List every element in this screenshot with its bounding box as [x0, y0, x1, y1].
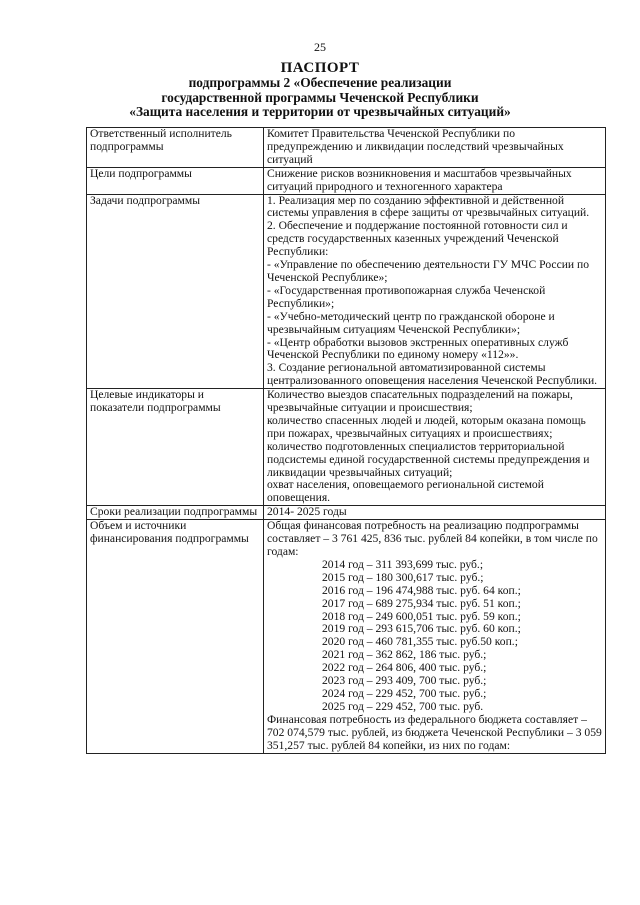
document-subtitle	[60, 76, 580, 120]
row-content	[264, 520, 606, 753]
passport-table	[86, 127, 606, 754]
table-row-tasks	[87, 194, 606, 389]
finance-year-line: 2019 год – 293 615,706 тыс. руб. 60 коп.;	[322, 622, 521, 636]
table-row-responsible	[87, 128, 606, 168]
row-label: Задачи подпрограммы	[87, 194, 264, 389]
finance-year-line: 2015 год – 180 300,617 тыс. руб.;	[322, 570, 484, 584]
finance-intro: Общая финансовая потребность на реализацию подпрограммы составляет – 3 761 425, 836 тыс. рублей 84 копейки, в том числе по годам:	[267, 519, 598, 558]
table-row-indicators	[87, 389, 606, 506]
table-row-finance	[87, 520, 606, 753]
finance-year-line: 2017 год – 689 275,934 тыс. руб. 51 коп.;	[322, 596, 521, 610]
content-paragraph: 2014- 2025 годы	[267, 505, 347, 519]
subtitle-line: государственной программы Чеченской Республики	[161, 89, 479, 105]
finance-year-line: 2016 год – 196 474,988 тыс. руб. 64 коп.;	[322, 583, 521, 597]
table-row-goals	[87, 167, 606, 194]
row-content	[264, 389, 606, 506]
row-label: Сроки реализации подпрограммы	[87, 506, 264, 520]
content-paragraph: охват населения, оповещаемого региональной системой оповещения.	[267, 478, 544, 505]
content-paragraph: Количество выездов спасательных подразделений на пожары, чрезвычайные ситуации и происшествия;	[267, 388, 573, 415]
content-paragraph: - «Государственная противопожарная служба Чеченской Республики»;	[267, 283, 546, 310]
content-paragraph: Снижение рисков возникновения и масштабов чрезвычайных ситуаций природного и техногенного характера	[267, 166, 572, 193]
row-label: Цели подпрограммы	[87, 167, 264, 194]
content-paragraph: количество подготовленных специалистов территориальной подсистемы единой государственной системы предупреждения и ликвидации чрезвычайных ситуаций;	[267, 439, 590, 479]
finance-year-line: 2025 год – 229 452, 700 тыс. руб.	[322, 699, 484, 713]
content-paragraph: 3. Создание региональной автоматизированной системы централизованного оповещения населения Чеченской Республики.	[267, 361, 598, 388]
table-row-terms	[87, 506, 606, 520]
row-label: Объем и источники финансирования подпрограммы	[87, 520, 264, 753]
row-label: Ответственный исполнитель подпрограммы	[87, 128, 264, 168]
content-paragraph: количество спасенных людей и людей, которым оказана помощь при пожарах, чрезвычайных ситуациях и происшествиях;	[267, 413, 586, 440]
content-paragraph: Комитет Правительства Чеченской Республики по предупреждению и ликвидации последствий чрезвычайных ситуаций	[267, 127, 564, 166]
row-content	[264, 167, 606, 194]
finance-federal: Финансовая потребность из федерального бюджета составляет – 702 074,579 тыс. рублей, из бюджета Чеченской Республики – 3 059 351,257 тыс. рублей 84 копейки, из них по годам:	[267, 712, 602, 752]
finance-year-line: 2022 год – 264 806, 400 тыс. руб.;	[322, 661, 487, 675]
finance-year-line: 2020 год – 460 781,355 тыс. руб.50 коп.;	[322, 635, 518, 649]
document-title: ПАСПОРТ	[280, 60, 360, 76]
content-paragraph: 2. Обеспечение и поддержание постоянной готовности сил и средств государственных казенных учреждений Чеченской Республики:	[267, 219, 568, 259]
finance-year-line: 2021 год – 362 862, 186 тыс. руб.;	[322, 648, 487, 662]
finance-year-line: 2014 год – 311 393,699 тыс. руб.;	[322, 557, 484, 571]
subtitle-line: подпрограммы 2 «Обеспечение реализации	[188, 75, 452, 90]
row-content	[264, 128, 606, 168]
row-content	[264, 506, 606, 520]
finance-year-line: 2018 год – 249 600,051 тыс. руб. 59 коп.;	[322, 609, 521, 623]
finance-year-line: 2024 год – 229 452, 700 тыс. руб.;	[322, 686, 487, 700]
page-number: 25	[314, 40, 326, 54]
subtitle-line: «Защита населения и территории от чрезвычайных ситуаций»	[129, 104, 511, 119]
content-paragraph: - «Центр обработки вызовов экстренных оперативных служб Чеченской Республики по единому номеру «112»».	[267, 335, 569, 362]
finance-year-line: 2023 год – 293 409, 700 тыс. руб.;	[322, 674, 487, 688]
content-paragraph: - «Учебно-методический центр по гражданской обороне и чрезвычайным ситуациям Чеченской Республики»;	[267, 309, 555, 336]
content-paragraph: 1. Реализация мер по созданию эффективной и действенной системы управления в сфере защиты от чрезвычайных ситуаций.	[267, 193, 590, 220]
row-label: Целевые индикаторы и показатели подпрограммы	[87, 389, 264, 506]
row-content	[264, 194, 606, 389]
content-paragraph: - «Управление по обеспечению деятельности ГУ МЧС России по Чеченской Республике»;	[267, 258, 590, 284]
